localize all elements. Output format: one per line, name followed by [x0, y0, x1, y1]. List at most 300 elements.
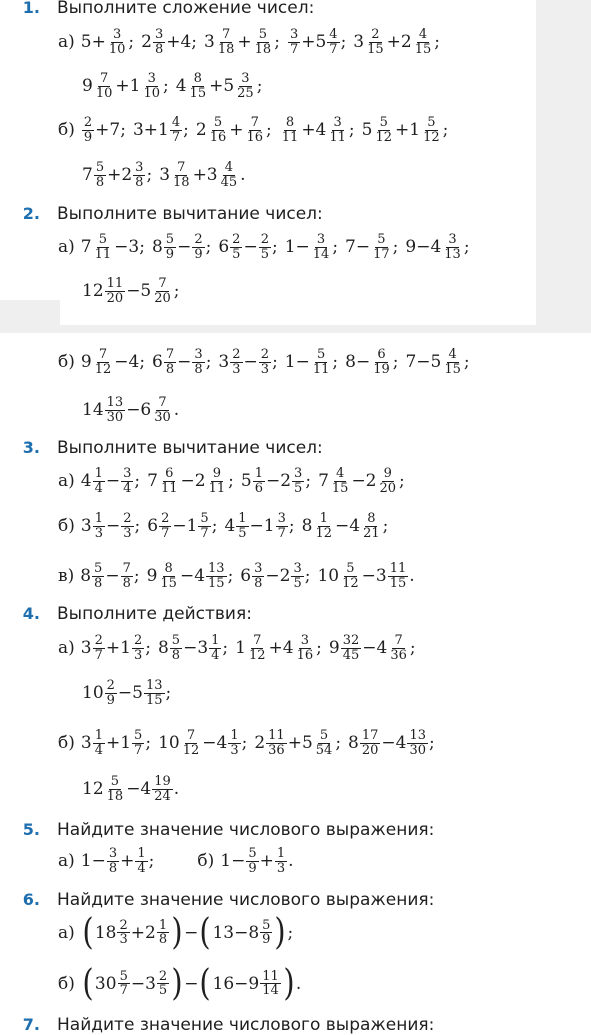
item-label: а) [58, 851, 75, 871]
numerator: 7 [158, 275, 167, 291]
fraction [132, 729, 144, 757]
numerator: 5 [94, 560, 103, 576]
separator: ; [134, 471, 141, 491]
separator: ; [348, 120, 355, 140]
numerator: 17 [361, 727, 379, 743]
fraction [360, 729, 381, 757]
numerator: 3 [300, 632, 309, 648]
task-4-row-b-cont [58, 769, 186, 809]
separator: ; [133, 566, 140, 586]
numerator: 5 [377, 231, 386, 247]
separator: ; [145, 733, 152, 753]
item-label: б) [58, 974, 75, 994]
math-text: −2 [180, 471, 206, 491]
fraction [118, 970, 130, 998]
denominator: 9 [262, 932, 271, 948]
math-text: −3 [130, 973, 156, 994]
math-text: 7−5 [405, 352, 442, 372]
task-1-title: Выполните сложение чисел: [57, 0, 315, 18]
numerator: 2 [194, 231, 203, 247]
fraction [228, 729, 240, 757]
expression [345, 233, 393, 261]
item-label: а) [58, 638, 75, 658]
expression [235, 634, 316, 662]
math-text: 8 [151, 237, 163, 257]
numerator: 3 [448, 231, 457, 247]
numerator: 13 [208, 560, 225, 576]
numerator: 1 [158, 917, 168, 933]
expression [147, 512, 211, 540]
numerator: 13 [106, 394, 124, 410]
item-label: а) [58, 471, 75, 491]
numerator: 7 [98, 346, 108, 362]
task-1-row-b [58, 110, 455, 150]
fraction [276, 512, 288, 540]
expression [82, 72, 163, 100]
numerator: 2 [94, 632, 103, 648]
fraction [259, 348, 271, 376]
expression [81, 729, 145, 757]
expression [141, 28, 191, 56]
fraction [181, 729, 202, 757]
item-label: б) [58, 516, 75, 536]
parenthesis: ( [199, 962, 212, 1004]
denominator: 8 [158, 932, 168, 948]
fraction [230, 233, 242, 261]
denominator: 14 [262, 983, 279, 999]
denominator: 3 [260, 361, 270, 377]
numerator: 5 [95, 159, 105, 175]
numerator: 3 [123, 465, 132, 481]
denominator: 20 [379, 480, 397, 496]
fraction [209, 634, 221, 662]
numerator: 5 [316, 346, 326, 362]
math-text: +1 [395, 120, 421, 140]
math-text: 8 [348, 733, 359, 753]
fraction [371, 348, 392, 376]
denominator: 18 [106, 788, 124, 804]
fraction [93, 233, 114, 261]
math-text: 8 [80, 566, 92, 586]
denominator: 4 [211, 647, 220, 663]
fraction [93, 512, 105, 540]
numerator: 3 [194, 346, 203, 362]
numerator: 4 [171, 114, 181, 130]
numerator: 5 [213, 114, 223, 130]
numerator: 1 [94, 465, 103, 481]
math-text: +1 [105, 638, 131, 658]
math-text: 7 [318, 471, 329, 491]
numerator: 5 [134, 727, 143, 743]
math-text: −3 [361, 566, 387, 586]
fraction [135, 847, 147, 875]
separator: ; [429, 733, 435, 753]
numerator: 13 [145, 677, 163, 693]
fraction [159, 512, 171, 540]
math-text: − [105, 566, 120, 586]
math-text: 7 [80, 237, 92, 257]
numerator: 1 [319, 510, 328, 526]
expression [81, 962, 296, 1004]
denominator: 21 [363, 525, 380, 541]
denominator: 5 [294, 480, 303, 496]
expression [279, 116, 349, 144]
denominator: 5 [158, 983, 168, 999]
numerator: 1 [254, 465, 263, 481]
fraction [93, 729, 105, 757]
numerator: 5 [110, 773, 120, 789]
expression [345, 348, 393, 376]
fraction [207, 467, 228, 495]
separator: ; [304, 566, 311, 586]
expression [82, 277, 174, 305]
math-text: +5 [301, 32, 327, 52]
task-2-row-a-cont [58, 271, 187, 311]
math-text: − [177, 352, 192, 372]
math-text: 2 [195, 120, 207, 140]
math-text: +4 [301, 120, 327, 140]
math-text: 9 [80, 352, 92, 372]
math-text: −2 [265, 471, 292, 491]
math-text: 3 [159, 165, 171, 185]
numerator: 2 [161, 510, 170, 526]
fraction [327, 116, 348, 144]
fraction [266, 729, 287, 757]
numerator: 1 [137, 845, 146, 861]
math-text: 3 [80, 638, 92, 658]
fraction [313, 512, 334, 540]
separator: ; [145, 638, 151, 658]
fraction [361, 512, 382, 540]
expression [81, 233, 139, 261]
numerator: 8 [193, 70, 202, 86]
denominator: 15 [160, 575, 177, 591]
denominator: 10 [95, 85, 113, 101]
fraction [311, 233, 332, 261]
separator: ; [266, 120, 272, 140]
denominator: 8 [154, 41, 164, 57]
numerator: 3 [135, 159, 144, 175]
math-text: 13−8 [212, 922, 260, 943]
task-4-row-b [58, 723, 442, 763]
denominator: 7 [200, 525, 209, 541]
numerator: 2 [83, 114, 93, 130]
separator: ; [256, 76, 263, 96]
math-text: + [259, 851, 274, 871]
fraction [153, 28, 165, 56]
math-text: 1− [284, 352, 310, 372]
item-label: а) [58, 237, 75, 257]
separator: ; [287, 923, 294, 943]
math-text: − [243, 352, 258, 372]
numerator: 3 [108, 845, 118, 861]
fraction [93, 634, 105, 662]
fraction [407, 729, 428, 757]
math-text: 4 [224, 516, 236, 536]
fraction [260, 919, 272, 947]
denominator: 25 [237, 85, 254, 101]
fraction [157, 970, 169, 998]
separator: . [288, 851, 294, 871]
separator: ; [241, 733, 248, 753]
denominator: 30 [106, 409, 124, 425]
task-1-row-a [58, 22, 447, 62]
denominator: 8 [94, 575, 103, 591]
task-2-row-b [58, 342, 477, 382]
separator: ; [463, 352, 470, 372]
math-text: −4 [126, 779, 152, 799]
math-text: 1 [235, 638, 246, 658]
expression [218, 348, 272, 376]
parenthesis: ) [171, 911, 183, 953]
math-text: −4 [381, 733, 407, 753]
numerator: 7 [394, 632, 403, 648]
numerator: 3 [254, 560, 263, 576]
fraction [442, 348, 463, 376]
task-1-row-b-cont [58, 155, 253, 195]
math-text: 8− [345, 352, 371, 372]
separator: ; [134, 516, 141, 536]
fraction [105, 679, 117, 707]
fraction [144, 679, 165, 707]
numerator: 7 [250, 114, 259, 130]
fraction [371, 233, 392, 261]
numerator: 5 [319, 727, 329, 743]
fraction [421, 116, 442, 144]
fraction [164, 348, 176, 376]
math-text: − [105, 471, 121, 491]
expression [82, 679, 166, 707]
math-text: −3 [114, 237, 140, 257]
math-text: 16−9 [212, 973, 260, 994]
fraction [94, 72, 115, 100]
fraction [170, 116, 182, 144]
separator: ; [227, 566, 234, 586]
expression [302, 512, 383, 540]
math-text: 8 [301, 516, 313, 536]
math-text: 1− [220, 851, 246, 871]
separator: ; [392, 237, 399, 257]
fraction [117, 919, 129, 947]
numerator: 4 [448, 346, 457, 362]
numerator: 2 [133, 632, 143, 648]
separator: ; [211, 516, 218, 536]
numerator: 2 [371, 26, 380, 42]
expression [240, 562, 304, 590]
shade-band [0, 325, 591, 333]
expression [196, 116, 266, 144]
denominator: 15 [331, 480, 349, 496]
item-label: а) [58, 923, 75, 943]
fraction [373, 116, 394, 144]
item-label: б) [58, 120, 75, 140]
numerator: 7 [99, 70, 109, 86]
denominator: 8 [171, 647, 181, 663]
denominator: 7 [161, 525, 170, 541]
expression [318, 467, 399, 495]
denominator: 20 [106, 290, 124, 306]
denominator: 8 [108, 860, 118, 876]
expression [133, 116, 183, 144]
denominator: 45 [220, 174, 238, 190]
expression [81, 28, 129, 56]
fraction [158, 562, 179, 590]
denominator: 5 [260, 246, 269, 262]
denominator: 4 [137, 860, 146, 876]
fraction [152, 277, 173, 305]
math-text: +1 [105, 733, 132, 753]
numerator: 7 [253, 632, 262, 648]
math-text: 10 [317, 566, 340, 586]
math-text: −5 [117, 683, 143, 703]
math-text: 2 [254, 733, 266, 753]
math-text: −1 [172, 516, 198, 536]
fraction [253, 28, 274, 56]
numerator: 5 [262, 917, 271, 933]
math-text: − [105, 516, 121, 536]
math-text: 5 [361, 120, 373, 140]
fraction [244, 116, 265, 144]
math-text: +1 [115, 76, 141, 96]
fraction [288, 28, 300, 56]
parenthesis: ) [283, 962, 295, 1004]
fraction [107, 28, 128, 56]
fraction [247, 634, 268, 662]
denominator: 7 [289, 41, 299, 57]
math-text: −4 [362, 638, 388, 658]
expression [82, 396, 174, 424]
denominator: 54 [315, 742, 333, 758]
separator: ; [271, 237, 278, 257]
fraction [105, 396, 126, 424]
numerator: 3 [147, 70, 156, 86]
expression [241, 467, 305, 495]
numerator: 5 [200, 510, 209, 526]
math-text: +5 [209, 76, 235, 96]
fraction [171, 161, 192, 189]
separator: ; [399, 471, 405, 491]
denominator: 9 [165, 246, 175, 262]
math-text: 9−4 [405, 237, 442, 257]
expression [285, 348, 333, 376]
math-text: 6 [147, 516, 159, 536]
separator: . [173, 400, 180, 420]
math-text: +2 [130, 922, 156, 943]
separator: ; [288, 516, 295, 536]
numerator: 8 [285, 114, 295, 130]
denominator: 17 [373, 246, 390, 262]
fraction [388, 562, 409, 590]
math-text: 7− [345, 237, 371, 257]
item-label: в) [58, 566, 75, 586]
numerator: 13 [409, 727, 427, 743]
fraction [94, 161, 106, 189]
denominator: 8 [194, 361, 203, 377]
fraction [292, 467, 304, 495]
math-text: 9 [328, 638, 340, 658]
numerator: 5 [379, 114, 388, 130]
denominator: 10 [143, 85, 160, 101]
numerator: 3 [112, 26, 122, 42]
math-text: +4 [166, 32, 192, 52]
separator: ; [162, 76, 169, 96]
denominator: 8 [95, 174, 105, 190]
fraction [121, 512, 133, 540]
expression [158, 634, 222, 662]
denominator: 18 [254, 41, 272, 57]
expression [220, 847, 288, 875]
numerator: 5 [171, 632, 181, 648]
denominator: 3 [133, 647, 143, 663]
task-6-row-a [58, 911, 300, 955]
task-6-row-b [58, 962, 308, 1006]
fraction [341, 634, 362, 662]
math-text: −4 [335, 516, 361, 536]
math-text: 9 [82, 76, 93, 96]
math-text: 10 [158, 733, 180, 753]
denominator: 36 [390, 647, 407, 663]
separator: ; [340, 32, 347, 52]
math-text: 10 [82, 683, 104, 703]
numerator: 11 [106, 275, 124, 291]
denominator: 11 [160, 480, 178, 496]
expression [176, 72, 257, 100]
parenthesis: ( [199, 911, 212, 953]
math-text: + [229, 120, 244, 140]
math-text: +2 [386, 32, 412, 52]
math-text: 3 [80, 733, 92, 753]
numerator: 3 [154, 26, 164, 42]
math-text: −4 [114, 352, 140, 372]
numerator: 7 [165, 346, 175, 362]
math-text: −2 [265, 566, 291, 586]
separator: ; [139, 237, 145, 257]
task-5-title: Найдите значение числового выражения: [57, 820, 435, 840]
denominator: 36 [268, 742, 285, 758]
fraction [157, 919, 169, 947]
denominator: 19 [373, 361, 390, 377]
expression [81, 348, 139, 376]
math-text: +7 [95, 120, 121, 140]
denominator: 7 [94, 647, 103, 663]
math-text: +4 [268, 638, 294, 658]
denominator: 12 [315, 525, 332, 541]
math-text: −4 [179, 566, 206, 586]
denominator: 7 [171, 129, 181, 145]
numerator: 7 [177, 159, 186, 175]
expression [285, 233, 333, 261]
denominator: 24 [154, 788, 171, 804]
separator: ; [165, 683, 172, 703]
math-text: 30 [94, 973, 117, 994]
denominator: 5 [293, 575, 302, 591]
numerator: 7 [221, 26, 231, 42]
fraction [188, 72, 209, 100]
fraction [442, 233, 463, 261]
denominator: 4 [123, 480, 132, 496]
expression [204, 28, 274, 56]
fraction [252, 562, 264, 590]
denominator: 16 [296, 647, 314, 663]
math-text: −2 [351, 471, 377, 491]
numerator: 4 [336, 465, 345, 481]
denominator: 12 [182, 742, 200, 758]
denominator: 20 [361, 742, 379, 758]
fraction [107, 847, 119, 875]
numerator: 5 [119, 968, 128, 984]
denominator: 18 [217, 41, 235, 57]
fraction [152, 775, 173, 803]
